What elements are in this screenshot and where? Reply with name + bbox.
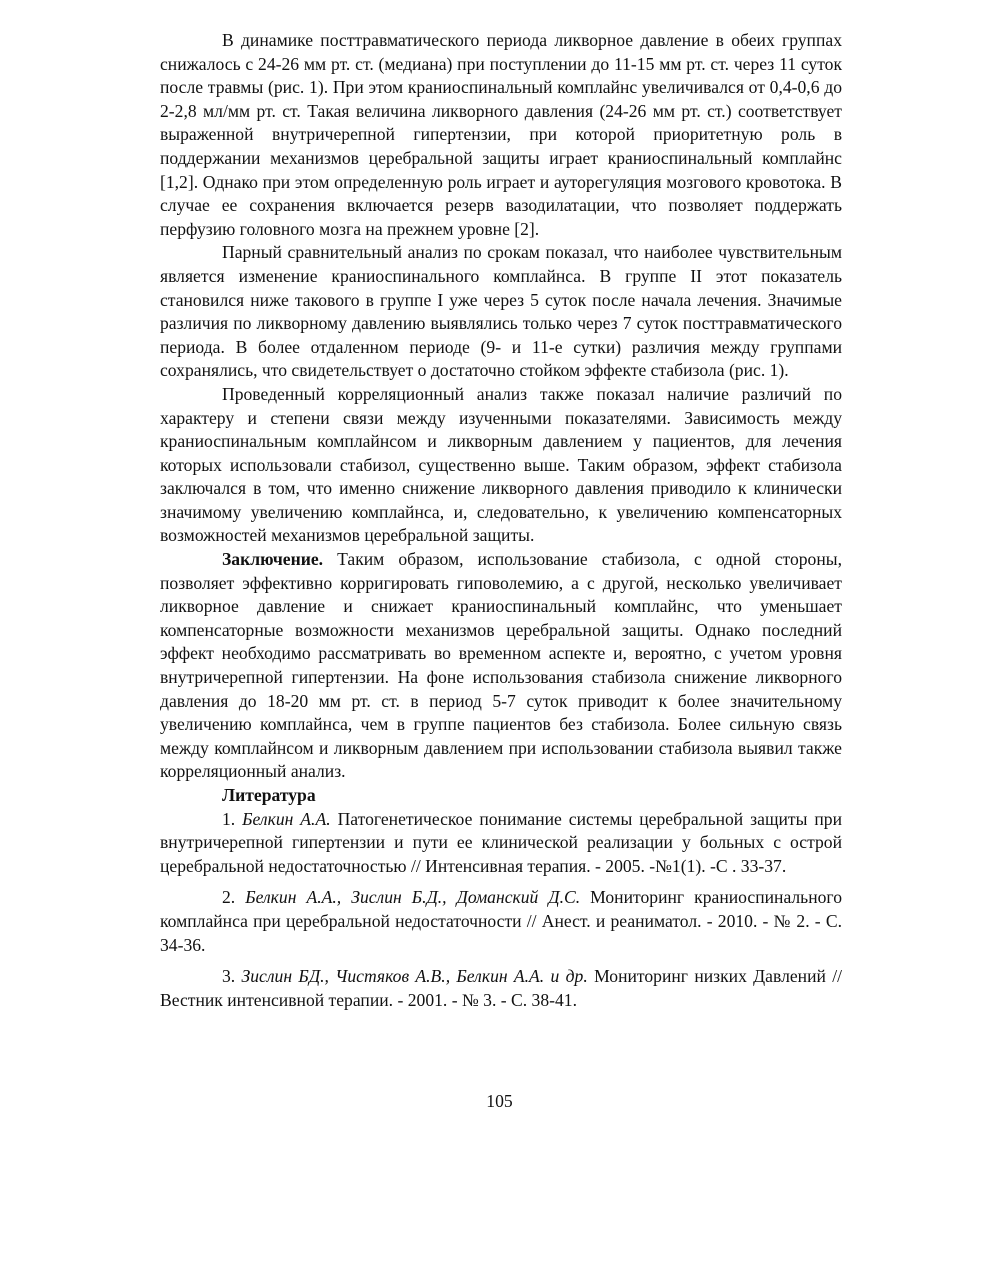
conclusion-label: Заключение. (222, 549, 324, 570)
page-body (160, 29, 842, 1020)
reference-authors: Зислин БД., Чистяков А.В., Белкин А.А. и др. (241, 966, 588, 987)
body-paragraph-3: Проведенный корреляционный анализ также показал наличие различий по характеру и степени связи между изученными показателями. Зависимость между краниоспинальным комплайнсом и ликворным давлением у пациентов, для лечения которых использовали стабизол, существенно выше. Таким образом, эффект стабизола заключался в том, что именно снижение ликворного давления приводило к клинически значимому увеличению комплайнса, и, следовательно, к увеличению компенсаторных возможностей механизмов церебральной защиты. (160, 383, 842, 546)
reference-text: Мониторинг краниоспинального комплайнса при церебральной недостаточности // Анест. и реаниматол. - 2010. - № 2. - С. 34-36. (160, 887, 842, 955)
reference-number: 2. (222, 887, 236, 908)
reference-authors: Белкин А.А., Зислин Б.Д., Доманский Д.С. (245, 887, 581, 908)
reference-text: Патогенетическое понимание системы церебральной защиты при внутричерепной гипертензии и пути ее клинической реализации у больных с острой церебральной недостаточностью // Интенсивная терапия. - 2005. -№1(1). -С . 33-37. (160, 808, 842, 876)
reference-item-1 (160, 808, 842, 879)
conclusion-paragraph (160, 548, 842, 784)
body-paragraph-2: Парный сравнительный анализ по срокам показал, что наиболее чувствительным является изменение краниоспинального комплайнса. В группе II этот показатель становился ниже такового в группе I уже через 5 суток после начала лечения. Значимые различия по ликворному давлению выявлялись только через 7 суток посттравматического периода. В более отдаленном периоде (9- и 11-е сутки) различия между группами сохранялись, что свидетельствует о достаточно стойком эффекте стабизола (рис. 1). (160, 242, 842, 381)
reference-number: 1. (222, 808, 236, 829)
reference-number: 3. (222, 966, 236, 987)
reference-item-3 (160, 965, 842, 1012)
reference-text: Мониторинг низких Давлений // Вестник интенсивной терапии. - 2001. - № 3. - С. 38-41. (160, 966, 842, 1010)
reference-authors: Белкин А.А. (242, 808, 331, 829)
page-number: 105 (486, 1091, 513, 1111)
body-paragraph-1: В динамике посттравматического периода ликворное давление в обеих группах снижалось с 24-26 мм рт. ст. (медиана) при поступлении до 11-15 мм рт. ст. через 11 суток после травмы (рис. 1). При этом краниоспинальный комплайнс увеличивался от 0,4-0,6 до 2-2,8 мл/мм рт. ст. Такая величина ликворного давления (24-26 мм рт. ст.) соответствует выраженной внутричерепной гипертензии, при которой приоритетную роль в поддержании механизмов церебральной защиты играет краниоспинальный комплайнс [1,2]. Однако при этом определенную роль играет и ауторегуляция мозгового кровотока. В случае ее сохранения включается резерв вазодилатации, что позволяет поддержать перфузию головного мозга на прежнем уровне [2]. (160, 30, 842, 239)
references-heading: Литература (222, 785, 316, 805)
reference-item-2 (160, 886, 842, 957)
conclusion-text: Таким образом, использование стабизола, с одной стороны, позволяет эффективно корригировать гиповолемию, а с другой, несколько увеличивает ликворное давление и снижает краниоспинальный комплайнс, что уменьшает компенсаторные возможности механизмов церебральной защиты. Однако последний эффект необходимо рассматривать во временном аспекте и, вероятно, с учетом уровня внутричерепной гипертензии. На фоне использования стабизола снижение ликворного давления до 18-20 мм рт. ст. в период 5-7 суток приводит к более значительному увеличению комплайнса, чем в группе пациентов без стабизола. Более сильную связь между комплайнсом и ликворным давлением при использовании стабизола выявил также корреляционный анализ. (160, 549, 842, 782)
